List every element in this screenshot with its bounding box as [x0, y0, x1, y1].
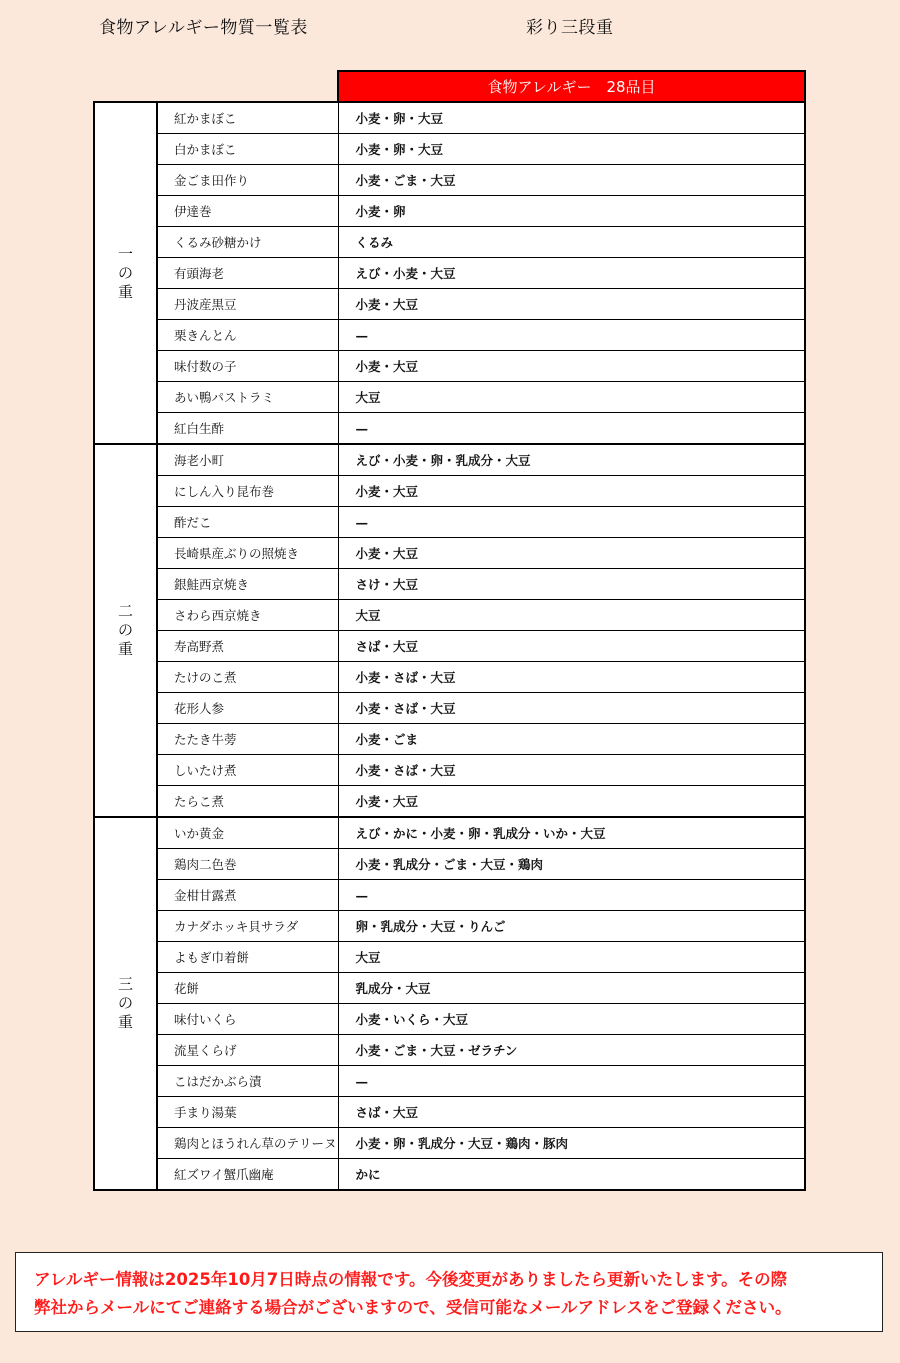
table-row: [94, 817, 805, 849]
allergen-list: —: [338, 507, 805, 538]
dish-name: 紅ズワイ蟹爪幽庵: [157, 1159, 338, 1191]
dish-name: 長崎県産ぶりの照焼き: [157, 538, 338, 569]
table-row: [94, 320, 805, 351]
allergen-list: 小麦・乳成分・ごま・大豆・鶏肉: [338, 849, 805, 880]
dish-name: 鶏肉とほうれん草のテリーヌ: [157, 1128, 338, 1159]
table-row: [94, 569, 805, 600]
dish-name: 銀鮭西京焼き: [157, 569, 338, 600]
allergen-list: 小麦・卵・大豆: [338, 134, 805, 165]
table-row: [94, 476, 805, 507]
table-row: [94, 102, 805, 134]
allergen-list: 小麦・卵・乳成分・大豆・鶏肉・豚肉: [338, 1128, 805, 1159]
section-label: [94, 102, 157, 444]
allergen-list: 卵・乳成分・大豆・りんご: [338, 911, 805, 942]
dish-name: たたき牛蒡: [157, 724, 338, 755]
allergen-list: さけ・大豆: [338, 569, 805, 600]
allergen-list: さば・大豆: [338, 1097, 805, 1128]
allergen-column-header: 食物アレルギー 28品目: [338, 71, 805, 102]
allergen-list: —: [338, 320, 805, 351]
section-label-char: の: [117, 263, 133, 282]
table-row: [94, 196, 805, 227]
allergen-list: えび・小麦・大豆: [338, 258, 805, 289]
document-title: 食物アレルギー物質一覧表: [99, 18, 308, 38]
table-header-row: [94, 71, 805, 102]
table-row: [94, 880, 805, 911]
table-row: [94, 538, 805, 569]
allergen-list: 小麦・ごま: [338, 724, 805, 755]
dish-name: 味付数の子: [157, 351, 338, 382]
allergen-list: 乳成分・大豆: [338, 973, 805, 1004]
dish-name: いか黄金: [157, 817, 338, 849]
allergen-list: 小麦・ごま・大豆: [338, 165, 805, 196]
section-label-char: 一: [117, 244, 133, 263]
dish-name: 酢だこ: [157, 507, 338, 538]
allergen-list: 小麦・大豆: [338, 289, 805, 320]
table-row: [94, 382, 805, 413]
dish-name: よもぎ巾着餅: [157, 942, 338, 973]
table-row: [94, 755, 805, 786]
dish-name: 白かまぼこ: [157, 134, 338, 165]
table-row: [94, 631, 805, 662]
allergen-list: 小麦・大豆: [338, 538, 805, 569]
allergen-list: 小麦・いくら・大豆: [338, 1004, 805, 1035]
dish-name: 紅かまぼこ: [157, 102, 338, 134]
section-label-char: の: [117, 621, 133, 639]
dish-name: 花形人参: [157, 693, 338, 724]
dish-name: 味付いくら: [157, 1004, 338, 1035]
table-row: [94, 911, 805, 942]
table-row: [94, 134, 805, 165]
section-label-char: 二: [117, 602, 133, 620]
table-row: [94, 444, 805, 476]
dish-name: 金ごま田作り: [157, 165, 338, 196]
dish-name: こはだかぶら漬: [157, 1066, 338, 1097]
dish-name: たけのこ煮: [157, 662, 338, 693]
allergen-list: えび・小麦・卵・乳成分・大豆: [338, 444, 805, 476]
dish-name: あい鴨パストラミ: [157, 382, 338, 413]
allergen-list: かに: [338, 1159, 805, 1191]
allergen-list: 小麦・大豆: [338, 351, 805, 382]
table-row: [94, 1035, 805, 1066]
section-label: [94, 817, 157, 1190]
table-row: [94, 662, 805, 693]
table-row: [94, 942, 805, 973]
allergen-list: 小麦・さば・大豆: [338, 693, 805, 724]
allergen-list: 大豆: [338, 600, 805, 631]
allergen-list: —: [338, 1066, 805, 1097]
dish-name: にしん入り昆布巻: [157, 476, 338, 507]
dish-name: 有頭海老: [157, 258, 338, 289]
dish-name: 栗きんとん: [157, 320, 338, 351]
table-row: [94, 786, 805, 818]
dish-name: 手まり湯葉: [157, 1097, 338, 1128]
dish-name: 花餅: [157, 973, 338, 1004]
allergen-list: —: [338, 413, 805, 445]
allergen-list: 小麦・卵: [338, 196, 805, 227]
section-label-char: 重: [117, 282, 133, 301]
dish-name: 金柑甘露煮: [157, 880, 338, 911]
dish-name: 鶏肉二色巻: [157, 849, 338, 880]
table-row: [94, 507, 805, 538]
dish-name: くるみ砂糖かけ: [157, 227, 338, 258]
table-row: [94, 849, 805, 880]
allergen-list: えび・かに・小麦・卵・乳成分・いか・大豆: [338, 817, 805, 849]
allergen-list: 小麦・大豆: [338, 786, 805, 818]
allergen-list: 大豆: [338, 942, 805, 973]
dish-name: しいたけ煮: [157, 755, 338, 786]
table-row: [94, 165, 805, 196]
table-row: [94, 227, 805, 258]
set-name: 彩り三段重: [526, 18, 614, 38]
dish-name: さわら西京焼き: [157, 600, 338, 631]
allergen-list: 小麦・さば・大豆: [338, 755, 805, 786]
notice-line-1: アレルギー情報は2025年10月7日時点の情報です。今後変更がありましたら更新いたします。その際: [34, 1270, 788, 1289]
allergen-list: さば・大豆: [338, 631, 805, 662]
table-row: [94, 1004, 805, 1035]
allergy-notice: [15, 1252, 883, 1332]
table-row: [94, 973, 805, 1004]
notice-line-2: 弊社からメールにてご連絡する場合がございますので、受信可能なメールアドレスをご登録ください。: [34, 1298, 792, 1317]
dish-name: 海老小町: [157, 444, 338, 476]
allergen-list: くるみ: [338, 227, 805, 258]
table-row: [94, 413, 805, 445]
table-row: [94, 1066, 805, 1097]
allergen-list: 大豆: [338, 382, 805, 413]
section-label-char: 三: [117, 975, 133, 993]
table-row: [94, 1128, 805, 1159]
table-row: [94, 1097, 805, 1128]
dish-name: 伊達巻: [157, 196, 338, 227]
dish-name: 紅白生酢: [157, 413, 338, 445]
dish-name: カナダホッキ貝サラダ: [157, 911, 338, 942]
section-label-char: 重: [117, 1013, 133, 1031]
header-blank-cell: [94, 71, 338, 102]
dish-name: 丹波産黒豆: [157, 289, 338, 320]
dish-name: 寿高野煮: [157, 631, 338, 662]
section-label-char: 重: [117, 640, 133, 658]
allergen-list: 小麦・卵・大豆: [338, 102, 805, 134]
dish-name: たらこ煮: [157, 786, 338, 818]
allergen-list: —: [338, 880, 805, 911]
table-row: [94, 1159, 805, 1191]
table-row: [94, 693, 805, 724]
allergen-list: 小麦・大豆: [338, 476, 805, 507]
table-row: [94, 600, 805, 631]
table-row: [94, 258, 805, 289]
table-row: [94, 724, 805, 755]
table-row: [94, 351, 805, 382]
allergy-table: [93, 70, 806, 1191]
section-label-char: の: [117, 994, 133, 1012]
section-label: [94, 444, 157, 817]
table-row: [94, 289, 805, 320]
allergen-list: 小麦・ごま・大豆・ゼラチン: [338, 1035, 805, 1066]
allergen-list: 小麦・さば・大豆: [338, 662, 805, 693]
dish-name: 流星くらげ: [157, 1035, 338, 1066]
